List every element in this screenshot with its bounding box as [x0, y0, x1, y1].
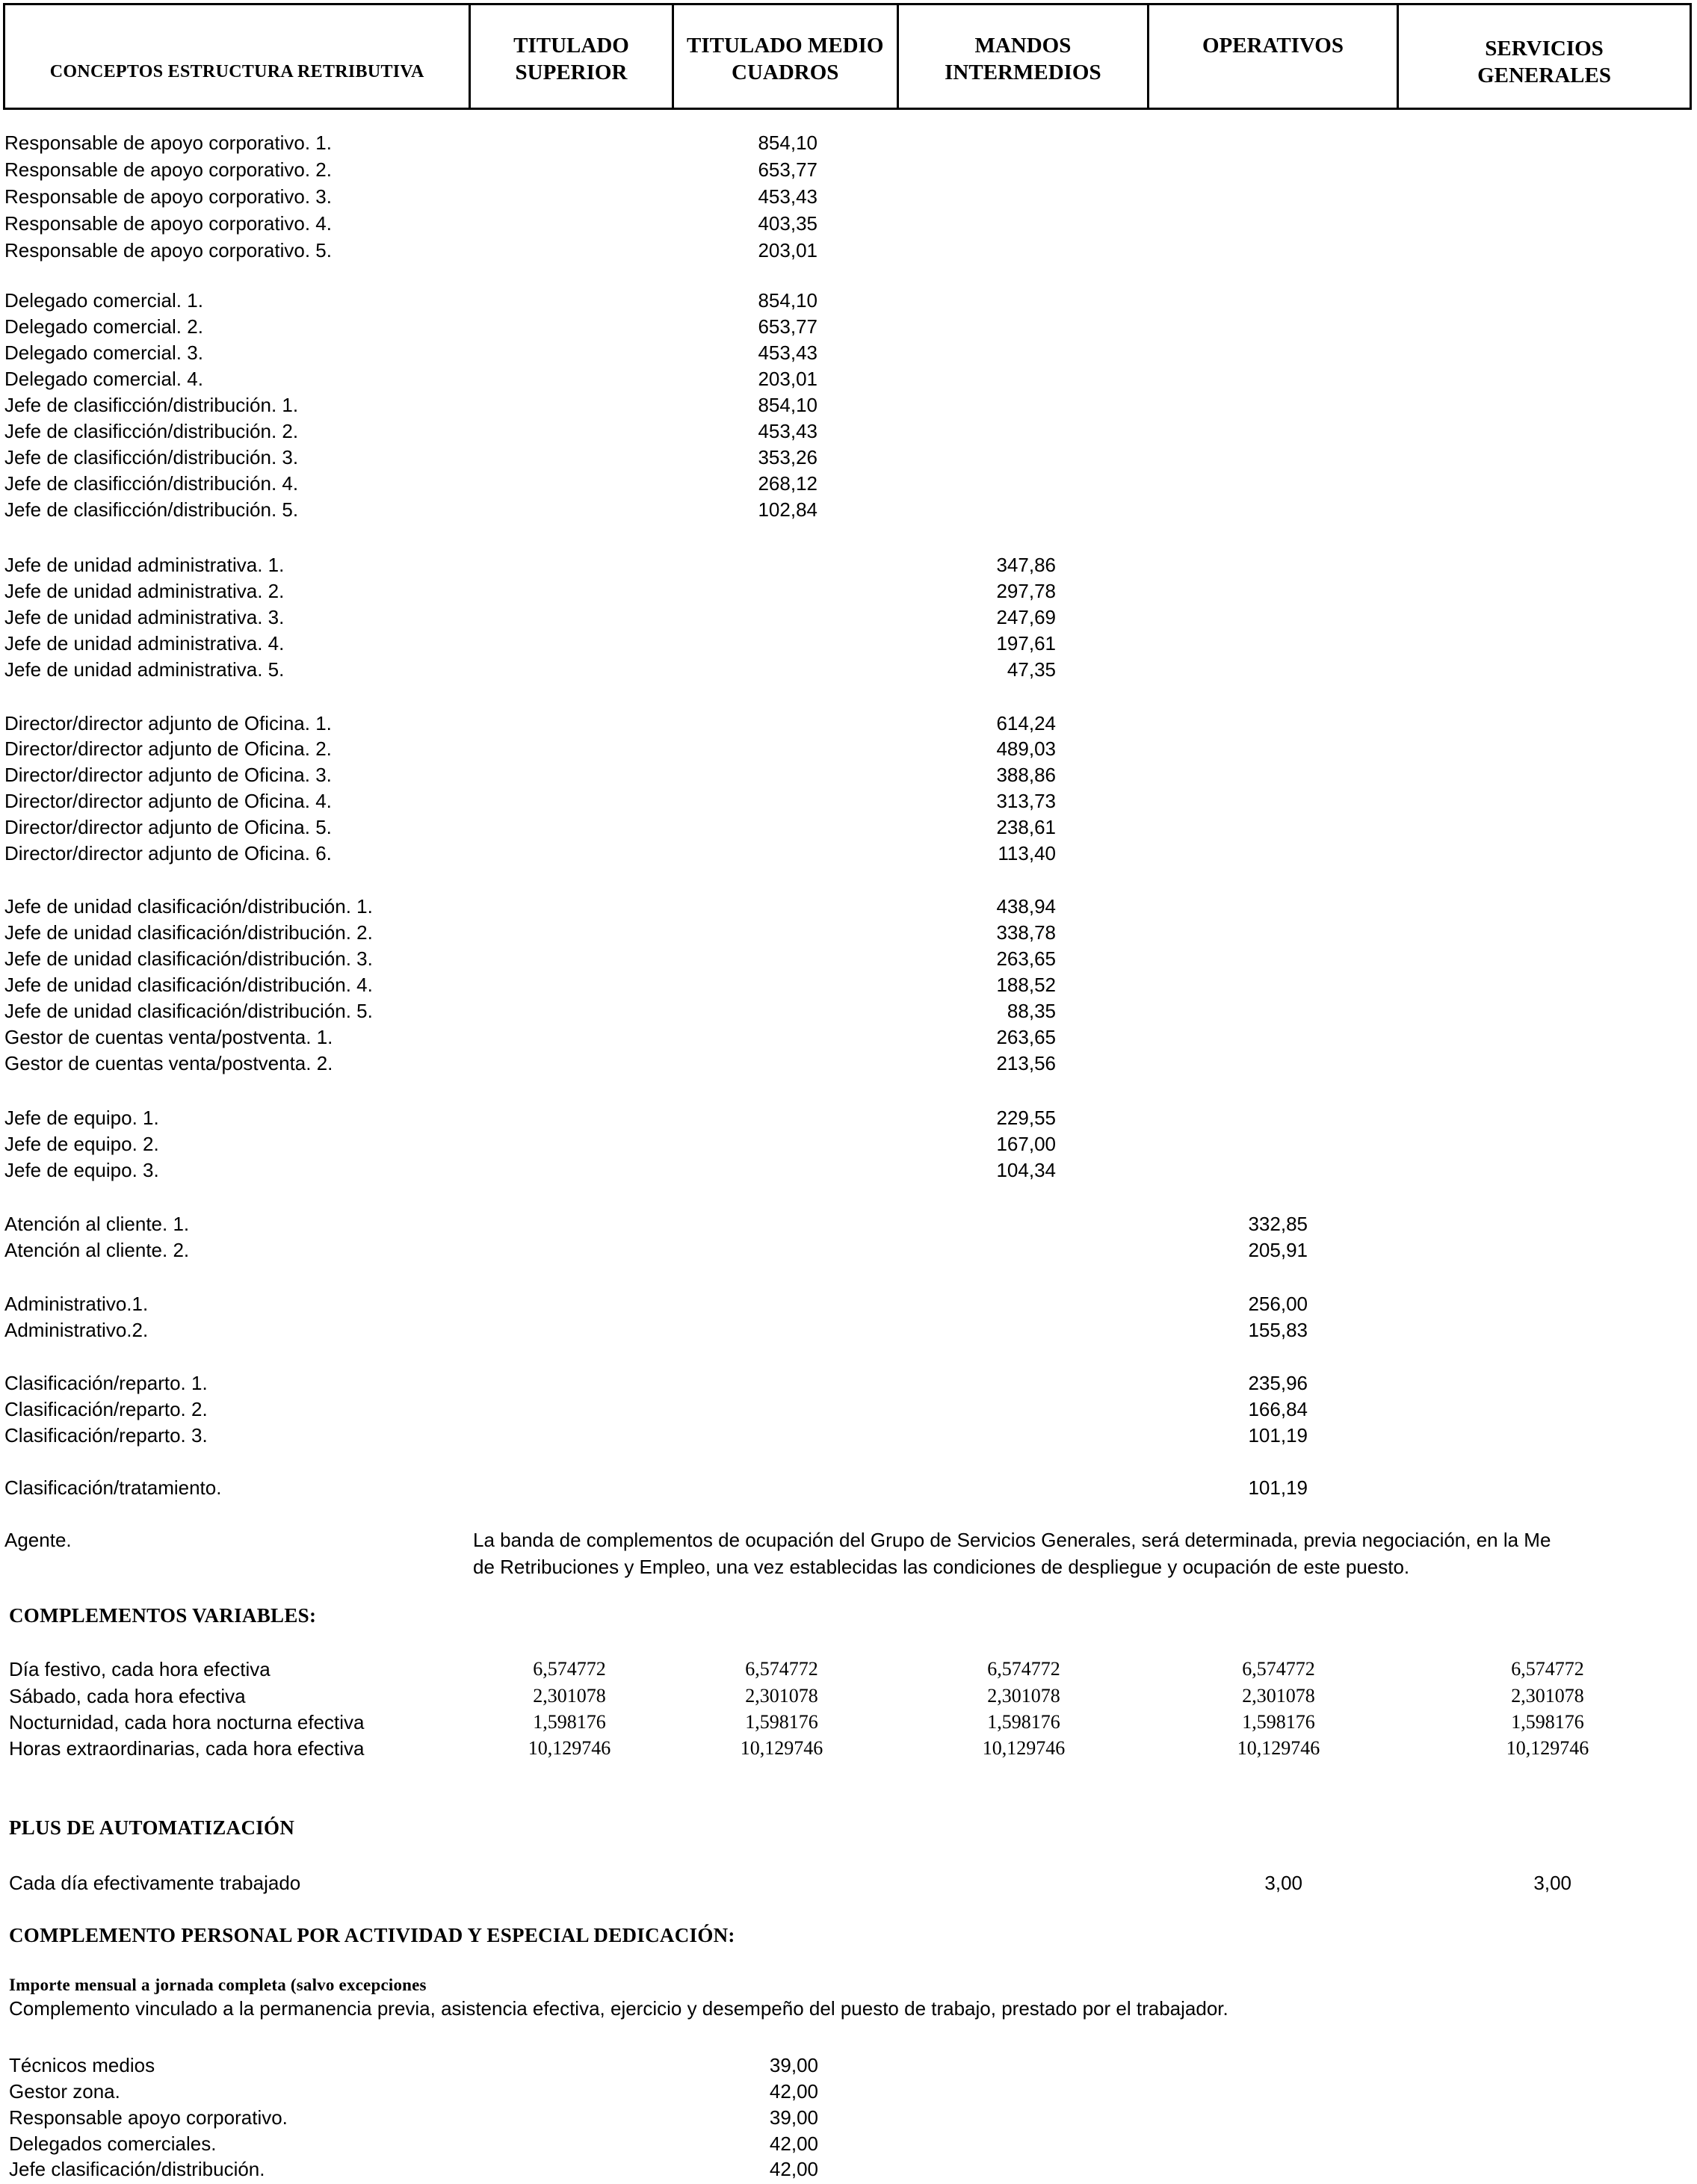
row-label: Delegado comercial. 2. [4, 315, 203, 338]
table-row [0, 156, 1697, 183]
row-label: Responsable de apoyo corporativo. 1. [4, 132, 332, 154]
row-label: Clasificación/tratamiento. [4, 1476, 222, 1499]
row-value: 247,69 [996, 606, 1056, 628]
row-value: 332,85 [1248, 1213, 1308, 1235]
variable-value-servicios: 6,574772 [1511, 1658, 1584, 1680]
row-value: 205,91 [1248, 1239, 1308, 1261]
row-label: Jefe de unidad administrativa. 4. [4, 632, 285, 655]
row-label: Administrativo.1. [4, 1293, 149, 1315]
row-label: Director/director adjunto de Oficina. 2. [4, 737, 332, 760]
row-value: 489,03 [996, 737, 1056, 760]
table-row [0, 496, 1697, 523]
row-label: Jefe de equipo. 2. [4, 1133, 159, 1155]
row-label: Atención al cliente. 2. [4, 1239, 190, 1261]
row-label: Jefe de clasificción/distribución. 1. [4, 394, 299, 416]
row-label: Jefe de clasificción/distribución. 2. [4, 420, 299, 442]
row-label: Responsable de apoyo corporativo. 2. [4, 158, 332, 181]
row-label: Jefe de unidad clasificación/distribución. 5. [4, 1000, 373, 1022]
variable-value-operativos: 1,598176 [1242, 1711, 1315, 1733]
row-label: Clasificación/reparto. 1. [4, 1372, 208, 1394]
personal-value: 42,00 [769, 2132, 818, 2155]
section-title-plus: PLUS DE AUTOMATIZACIÓN [9, 1816, 295, 1839]
plus-value-operativos: 3,00 [1264, 1872, 1302, 1894]
row-value: 653,77 [758, 158, 817, 181]
variable-value-operativos: 2,301078 [1242, 1685, 1315, 1707]
section-title-personal: COMPLEMENTO PERSONAL POR ACTIVIDAD Y ESPECIAL DEDICACIÓN: [9, 1924, 735, 1946]
personal-value: 42,00 [769, 2158, 818, 2180]
row-label: Jefe de unidad clasificación/distribución. 2. [4, 921, 373, 944]
table-row [0, 945, 1697, 972]
table-row [0, 1050, 1697, 1077]
row-label: Responsable de apoyo corporativo. 5. [4, 239, 332, 262]
row-label: Delegado comercial. 4. [4, 368, 203, 390]
personal-value: 39,00 [769, 2106, 818, 2129]
row-label: Jefe de unidad administrativa. 5. [4, 658, 285, 681]
agente-label: Agente. [4, 1529, 72, 1551]
header-operativos-label: OPERATIVOS [1202, 34, 1344, 58]
plus-value-servicios: 3,00 [1533, 1872, 1571, 1894]
row-label: Director/director adjunto de Oficina. 1. [4, 712, 332, 734]
row-value: 197,61 [996, 632, 1056, 655]
variable-value-operativos: 10,129746 [1237, 1737, 1320, 1759]
section-title-variables: COMPLEMENTOS VARIABLES: [9, 1604, 317, 1627]
row-value: 263,65 [996, 1026, 1056, 1048]
table-row [0, 392, 1697, 418]
table-row [0, 129, 1697, 156]
personal-row [0, 2104, 1697, 2131]
variable-label: Sábado, cada hora efectiva [9, 1685, 246, 1707]
row-value: 229,55 [996, 1107, 1056, 1129]
table-row [0, 1104, 1697, 1131]
row-value: 453,43 [758, 185, 817, 208]
table-row [0, 656, 1697, 683]
row-value: 47,35 [1007, 658, 1056, 681]
row-label: Administrativo.2. [4, 1319, 149, 1341]
table-row [0, 710, 1697, 737]
row-value: 256,00 [1248, 1293, 1308, 1315]
row-label: Jefe de clasificción/distribución. 3. [4, 446, 299, 468]
personal-label: Técnicos medios [9, 2054, 155, 2076]
table-row [0, 578, 1697, 604]
table-row [0, 1210, 1697, 1237]
table-row [0, 444, 1697, 471]
row-label: Director/director adjunto de Oficina. 5. [4, 816, 332, 838]
header-titulado-medio-line1: TITULADO MEDIO [687, 34, 884, 58]
table-row [0, 1130, 1697, 1157]
agente-row-cont [0, 1553, 1697, 1580]
personal-row [0, 2052, 1697, 2079]
row-label: Atención al cliente. 1. [4, 1213, 190, 1235]
table-row [0, 788, 1697, 814]
header-conceptos-label: CONCEPTOS ESTRUCTURA RETRIBUTIVA [49, 62, 424, 81]
table-row [0, 365, 1697, 392]
header-titulado-superior [471, 5, 673, 108]
agente-row [0, 1526, 1697, 1553]
variable-value-titulado-medio: 10,129746 [740, 1737, 823, 1759]
row-value: 854,10 [758, 132, 817, 154]
row-value: 213,56 [996, 1052, 1056, 1074]
table-row [0, 1290, 1697, 1317]
table-row [0, 1474, 1697, 1501]
row-value: 653,77 [758, 315, 817, 338]
table-row [0, 840, 1697, 867]
variable-label: Horas extraordinarias, cada hora efectiva [9, 1737, 365, 1760]
row-label: Jefe de equipo. 1. [4, 1107, 159, 1129]
personal-label: Delegados comerciales. [9, 2132, 217, 2155]
table-row [0, 735, 1697, 762]
table-row [0, 919, 1697, 946]
row-label: Director/director adjunto de Oficina. 4. [4, 790, 332, 812]
row-value: 268,12 [758, 472, 817, 495]
row-value: 235,96 [1248, 1372, 1308, 1394]
table-row [0, 210, 1697, 237]
variable-label: Día festivo, cada hora efectiva [9, 1658, 271, 1680]
variable-value-mandos: 2,301078 [987, 1685, 1060, 1707]
row-label: Director/director adjunto de Oficina. 6. [4, 842, 332, 864]
row-label: Jefe de unidad clasificación/distribución. 3. [4, 947, 373, 970]
table-header [3, 3, 1692, 110]
personal-label: Jefe clasificación/distribución. [9, 2158, 265, 2180]
row-label: Jefe de unidad clasificación/distribución. 1. [4, 895, 373, 918]
header-conceptos [5, 5, 471, 108]
header-mandos-line1: MANDOS [974, 34, 1072, 58]
table-row [0, 893, 1697, 920]
row-value: 353,26 [758, 446, 817, 468]
variable-value-titulado-superior: 10,129746 [528, 1737, 611, 1759]
table-row [0, 1370, 1697, 1396]
row-value: 338,78 [996, 921, 1056, 944]
variable-value-titulado-medio: 1,598176 [745, 1711, 818, 1733]
row-value: 203,01 [758, 239, 817, 262]
personal-label: Responsable apoyo corporativo. [9, 2106, 288, 2129]
header-titulado-superior-line1: TITULADO [513, 34, 629, 58]
variable-value-mandos: 10,129746 [982, 1737, 1066, 1759]
row-value: 104,34 [996, 1159, 1056, 1181]
agente-text-line1: La banda de complementos de ocupación del Grupo de Servicios Generales, será determinada, previa negociación, en la Me [473, 1529, 1551, 1551]
header-operativos [1149, 5, 1399, 108]
personal-value: 39,00 [769, 2054, 818, 2076]
table-row [0, 418, 1697, 445]
table-row [0, 1157, 1697, 1184]
plus-row [0, 1869, 1697, 1896]
row-label: Director/director adjunto de Oficina. 3. [4, 764, 332, 786]
row-value: 102,84 [758, 498, 817, 521]
row-value: 297,78 [996, 580, 1056, 602]
variable-value-titulado-superior: 6,574772 [533, 1658, 606, 1680]
personal-label: Gestor zona. [9, 2080, 120, 2103]
variable-value-mandos: 6,574772 [987, 1658, 1060, 1680]
row-value: 155,83 [1248, 1319, 1308, 1341]
variable-value-servicios: 1,598176 [1511, 1711, 1584, 1733]
table-row [0, 761, 1697, 788]
row-label: Jefe de equipo. 3. [4, 1159, 159, 1181]
header-mandos-line2: INTERMEDIOS [945, 61, 1101, 84]
row-label: Delegado comercial. 1. [4, 289, 203, 312]
table-row [0, 339, 1697, 366]
row-value: 854,10 [758, 289, 817, 312]
row-label: Responsable de apoyo corporativo. 4. [4, 212, 332, 235]
row-value: 203,01 [758, 368, 817, 390]
row-value: 453,43 [758, 420, 817, 442]
variable-value-titulado-medio: 6,574772 [745, 1658, 818, 1680]
table-row [0, 551, 1697, 578]
variable-value-titulado-superior: 2,301078 [533, 1685, 606, 1707]
header-servicios-generales [1399, 5, 1690, 108]
table-row [0, 971, 1697, 998]
row-value: 614,24 [996, 712, 1056, 734]
row-label: Jefe de unidad clasificación/distribución. 4. [4, 974, 373, 996]
variable-row [0, 1735, 1697, 1762]
personal-description: Complemento vinculado a la permanencia previa, asistencia efectiva, ejercicio y desempeño del puesto de trabajo, prestado por el trabajador. [9, 1997, 1228, 2020]
table-row [0, 630, 1697, 657]
table-row [0, 237, 1697, 264]
agente-text-line2: de Retribuciones y Empleo, una vez establecidas las condiciones de despliegue y ocupación de este puesto. [473, 1556, 1410, 1578]
variable-value-titulado-superior: 1,598176 [533, 1711, 606, 1733]
row-value: 167,00 [996, 1133, 1056, 1155]
personal-row [0, 2078, 1697, 2105]
header-titulado-medio-line2: CUADROS [732, 61, 839, 84]
variable-value-mandos: 1,598176 [987, 1711, 1060, 1733]
row-label: Gestor de cuentas venta/postventa. 2. [4, 1052, 333, 1074]
header-titulado-superior-line2: SUPERIOR [515, 61, 628, 84]
table-row [0, 1317, 1697, 1343]
table-row [0, 470, 1697, 497]
personal-subtitle: Importe mensual a jornada completa (salvo excepciones [9, 1976, 427, 1994]
row-value: 101,19 [1248, 1476, 1308, 1499]
row-label: Responsable de apoyo corporativo. 3. [4, 185, 332, 208]
variable-row [0, 1656, 1697, 1683]
row-value: 438,94 [996, 895, 1056, 918]
row-value: 113,40 [998, 842, 1056, 864]
personal-value: 42,00 [769, 2080, 818, 2103]
row-label: Jefe de unidad administrativa. 2. [4, 580, 285, 602]
table-row [0, 814, 1697, 841]
variable-row [0, 1683, 1697, 1710]
header-servicios-line1: SERVICIOS [1485, 37, 1604, 61]
table-row [0, 313, 1697, 340]
row-value: 88,35 [1007, 1000, 1056, 1022]
row-value: 313,73 [996, 790, 1056, 812]
table-row [0, 997, 1697, 1024]
row-label: Clasificación/reparto. 2. [4, 1398, 208, 1420]
row-label: Jefe de clasificción/distribución. 4. [4, 472, 299, 495]
variable-row [0, 1709, 1697, 1736]
row-value: 854,10 [758, 394, 817, 416]
row-value: 166,84 [1248, 1398, 1308, 1420]
header-mandos-intermedios [899, 5, 1149, 108]
personal-row [0, 2130, 1697, 2157]
row-label: Jefe de unidad administrativa. 3. [4, 606, 285, 628]
table-row [0, 183, 1697, 210]
variable-label: Nocturnidad, cada hora nocturna efectiva [9, 1711, 365, 1733]
variable-value-servicios: 10,129746 [1506, 1737, 1589, 1759]
personal-row [0, 2156, 1697, 2183]
row-value: 263,65 [996, 947, 1056, 970]
row-label: Jefe de unidad administrativa. 1. [4, 554, 285, 576]
row-value: 347,86 [996, 554, 1056, 576]
row-value: 388,86 [996, 764, 1056, 786]
row-label: Delegado comercial. 3. [4, 341, 203, 364]
row-value: 101,19 [1248, 1424, 1308, 1447]
variable-value-operativos: 6,574772 [1242, 1658, 1315, 1680]
row-label: Gestor de cuentas venta/postventa. 1. [4, 1026, 333, 1048]
variable-value-servicios: 2,301078 [1511, 1685, 1584, 1707]
table-row [0, 287, 1697, 314]
header-titulado-medio [674, 5, 899, 108]
table-row [0, 1024, 1697, 1051]
table-row [0, 1396, 1697, 1423]
table-row [0, 1422, 1697, 1449]
row-label: Clasificación/reparto. 3. [4, 1424, 208, 1447]
table-row [0, 1237, 1697, 1263]
table-row [0, 604, 1697, 631]
row-value: 188,52 [996, 974, 1056, 996]
header-servicios-line2: GENERALES [1477, 64, 1611, 87]
variable-value-titulado-medio: 2,301078 [745, 1685, 818, 1707]
row-value: 453,43 [758, 341, 817, 364]
plus-label: Cada día efectivamente trabajado [9, 1872, 301, 1894]
row-label: Jefe de clasificción/distribución. 5. [4, 498, 299, 521]
row-value: 238,61 [996, 816, 1056, 838]
row-value: 403,35 [758, 212, 817, 235]
